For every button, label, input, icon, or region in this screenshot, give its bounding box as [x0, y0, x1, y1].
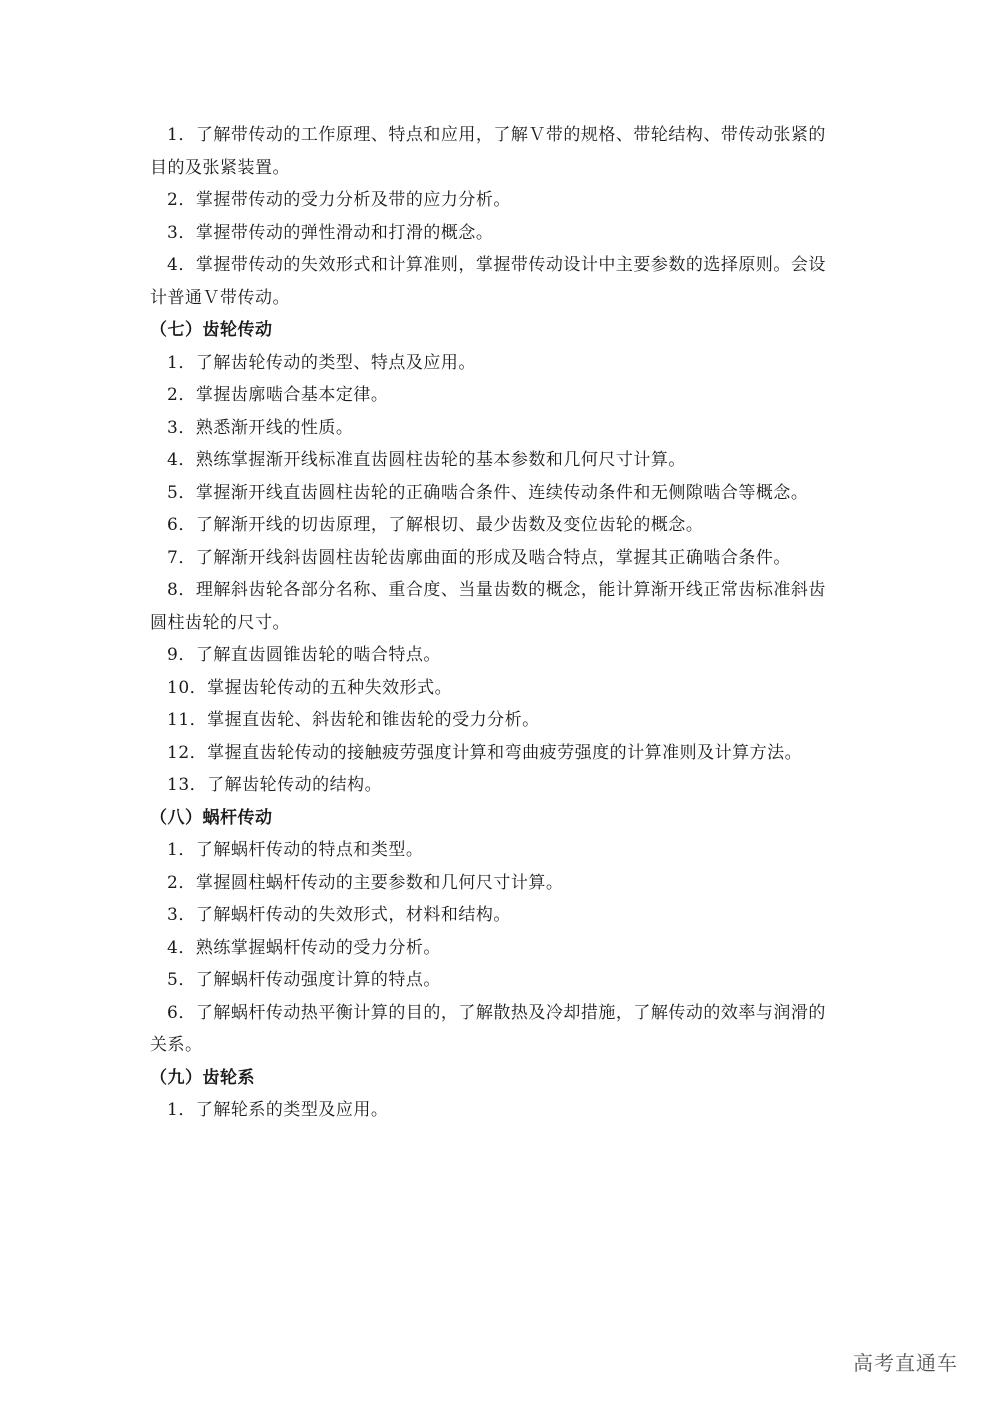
list-item: 2．掌握齿廓啮合基本定律。	[167, 385, 389, 405]
list-item: 3．了解蜗杆传动的失效形式，材料和结构。	[167, 905, 511, 925]
list-item: 4．熟练掌握渐开线标准直齿圆柱齿轮的基本参数和几何尺寸计算。	[167, 450, 686, 470]
list-item: 5．了解蜗杆传动强度计算的特点。	[167, 970, 441, 990]
list-item: 13．了解齿轮传动的结构。	[167, 775, 383, 795]
watermark-text: 高考直通车	[853, 1351, 958, 1375]
list-item: 3．掌握带传动的弹性滑动和打滑的概念。	[167, 222, 494, 243]
list-item: 1．了解轮系的类型及应用。	[167, 1100, 389, 1120]
list-item: 1．了解齿轮传动的类型、特点及应用。	[167, 352, 476, 373]
list-item: 2．掌握圆柱蜗杆传动的主要参数和几何尺寸计算。	[167, 872, 564, 893]
section-heading-worm-transmission: （八）蜗杆传动	[150, 807, 273, 828]
section-heading-gear-transmission: （七）齿轮传动	[150, 320, 273, 340]
list-item: 12．掌握直齿轮传动的接触疲劳强度计算和弯曲疲劳强度的计算准则及计算方法。	[167, 742, 803, 763]
list-item: 7．了解渐开线斜齿圆柱齿轮齿廓曲面的形成及啮合特点，掌握其正确啮合条件。	[167, 547, 791, 568]
list-item: 11．掌握直齿轮、斜齿轮和锥齿轮的受力分析。	[167, 710, 540, 730]
list-item: 6．了解蜗杆传动热平衡计算的目的，了解散热及冷却措施，了解传动的效率与润滑的关系。	[150, 1002, 826, 1055]
list-item: 4．熟练掌握蜗杆传动的受力分析。	[167, 937, 441, 958]
section-heading-gear-train: （九）齿轮系	[150, 1067, 255, 1088]
list-item: 2．掌握带传动的受力分析及带的应力分析。	[167, 190, 511, 210]
list-item: 9．了解直齿圆锥齿轮的啮合特点。	[167, 645, 441, 665]
list-item: 4．掌握带传动的失效形式和计算准则，掌握带传动设计中主要参数的选择原则。会设计普通Ｖ带传动。	[150, 255, 826, 308]
document-body	[150, 119, 840, 1127]
list-item: 3．熟悉渐开线的性质。	[167, 417, 354, 438]
list-item: 6．了解渐开线的切齿原理，了解根切、最少齿数及变位齿轮的概念。	[167, 515, 704, 535]
list-item: 8．理解斜齿轮各部分名称、重合度、当量齿数的概念，能计算渐开线正常齿标准斜齿圆柱齿轮的尺寸。	[150, 580, 826, 633]
list-item: 1．了解蜗杆传动的特点和类型。	[167, 840, 424, 860]
list-item: 10．掌握齿轮传动的五种失效形式。	[167, 677, 453, 698]
list-item: 5．掌握渐开线直齿圆柱齿轮的正确啮合条件、连续传动条件和无侧隙啮合等概念。	[167, 482, 809, 503]
list-item: 1．了解带传动的工作原理、特点和应用，了解Ｖ带的规格、带轮结构、带传动张紧的目的及张紧装置。	[150, 125, 826, 178]
